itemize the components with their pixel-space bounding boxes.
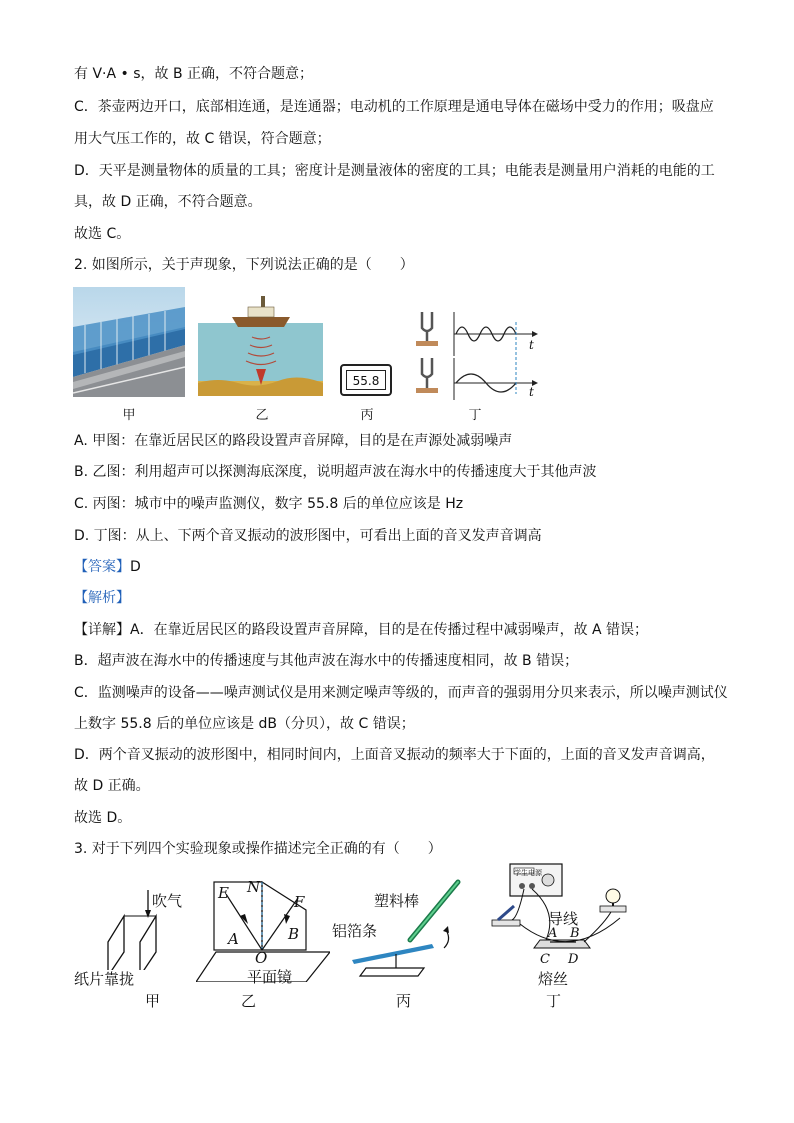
- sound-barrier-photo: [73, 287, 185, 397]
- q1-text-line: C．茶壶两边开口，底部相连通，是连通器；电动机的工作原理是通电导体在磁场中受力的作用；吸盘应: [74, 99, 714, 115]
- analysis-tag: 【解析】: [74, 590, 130, 606]
- answer-value: D: [130, 559, 141, 575]
- fig-caption: 丁: [468, 408, 482, 423]
- point-d-label: D: [568, 952, 579, 967]
- q1-text-line: 用大气压工作的，故 C 错误，符合题意；: [74, 131, 331, 147]
- fig-caption: 丙: [396, 992, 412, 1010]
- answer-tag: 【答案】: [74, 559, 130, 575]
- blow-label: 吹气: [152, 892, 183, 910]
- q3-stem: 3. 对于下列四个实验现象或操作描述完全正确的有（ ）: [74, 841, 442, 857]
- lower-fork-icon: [416, 358, 438, 393]
- fig-caption: 乙: [241, 992, 257, 1010]
- q2-option-a: A. 甲图：在靠近居民区的路段设置声音屏障，目的是在声源处减弱噪声: [74, 433, 513, 449]
- meter-display: 55.8: [346, 370, 386, 390]
- detail-line: D．两个音叉振动的波形图中，相同时间内，上面音叉振动的频率大于下面的，上面的音叉发声音调高，: [74, 747, 715, 763]
- q2-option-d: D. 丁图：从上、下两个音叉振动的波形图中，可看出上面的音叉发声音调高: [74, 528, 542, 544]
- detail-line: C．监测噪声的设备——噪声测试仪是用来测定噪声等级的，而声音的强弱用分贝来表示，所以噪声测试仪: [74, 685, 728, 701]
- point-b-label: B: [288, 925, 300, 943]
- q1-text-line: 有 V·A • s，故 B 正确，不符合题意；: [74, 66, 314, 82]
- detail-tag: 【详解】: [74, 622, 130, 638]
- ray-e-label: E: [218, 884, 229, 902]
- answer-row: [74, 557, 141, 577]
- detail-line: B．超声波在海水中的传播速度与其他声波在海水中的传播速度相同，故 B 错误；: [74, 653, 579, 669]
- axis-t-label: t: [529, 338, 534, 352]
- q1-text-line: 具，故 D 正确，不符合题意。: [74, 194, 262, 210]
- rod-label: 塑料棒: [374, 892, 420, 910]
- detail-line: 上数字 55.8 后的单位应该是 dB（分贝），故 C 错误；: [74, 716, 415, 732]
- wire-label: 导线: [548, 910, 579, 928]
- fig-caption: 乙: [255, 408, 269, 423]
- upper-fork-icon: [416, 312, 438, 346]
- power-supply-label: 学生电源: [514, 869, 542, 877]
- detail-row: [74, 620, 648, 640]
- point-b-label: B: [570, 926, 580, 941]
- paper-label: 纸片靠拢: [74, 970, 135, 988]
- point-a-label: A: [228, 930, 239, 948]
- point-o-label: O: [255, 949, 268, 967]
- fig-caption: 丁: [546, 992, 562, 1010]
- q2-stem: 2. 如图所示，关于声现象，下列说法正确的是（ ）: [74, 257, 414, 273]
- ship-sonar-figure: [198, 293, 323, 396]
- fig-caption: 甲: [145, 992, 161, 1010]
- tuning-fork-waveforms: [412, 308, 542, 400]
- fig-caption: 丙: [360, 408, 374, 423]
- q1-text-line: 故选 C。: [74, 226, 131, 242]
- normal-n-label: N: [247, 878, 261, 896]
- fuse-label: 熔丝: [538, 970, 569, 988]
- noise-meter: [340, 364, 392, 396]
- axis-t-label: t: [529, 385, 534, 399]
- q2-option-b: B. 乙图：利用超声可以探测海底深度，说明超声波在海水中的传播速度大于其他声波: [74, 464, 597, 480]
- detail-line: 故选 D。: [74, 810, 132, 826]
- detail-line: 故 D 正确。: [74, 778, 150, 794]
- point-a-label: A: [548, 926, 558, 941]
- point-c-label: C: [540, 952, 550, 967]
- detail-line: A．在靠近居民区的路段设置声音屏障，目的是在传播过程中减弱噪声，故 A 错误；: [130, 622, 649, 638]
- q2-option-c: C. 丙图：城市中的噪声监测仪，数字 55.8 后的单位应该是 Hz: [74, 496, 464, 512]
- fig-caption: 甲: [122, 408, 136, 423]
- ray-f-label: F: [294, 893, 305, 911]
- q1-text-line: D．天平是测量物体的质量的工具；密度计是测量液体的密度的工具；电能表是测量用户消耗的电能的工: [74, 163, 715, 179]
- mirror-label: 平面镜: [247, 968, 293, 986]
- foil-label: 铝箔条: [332, 922, 378, 940]
